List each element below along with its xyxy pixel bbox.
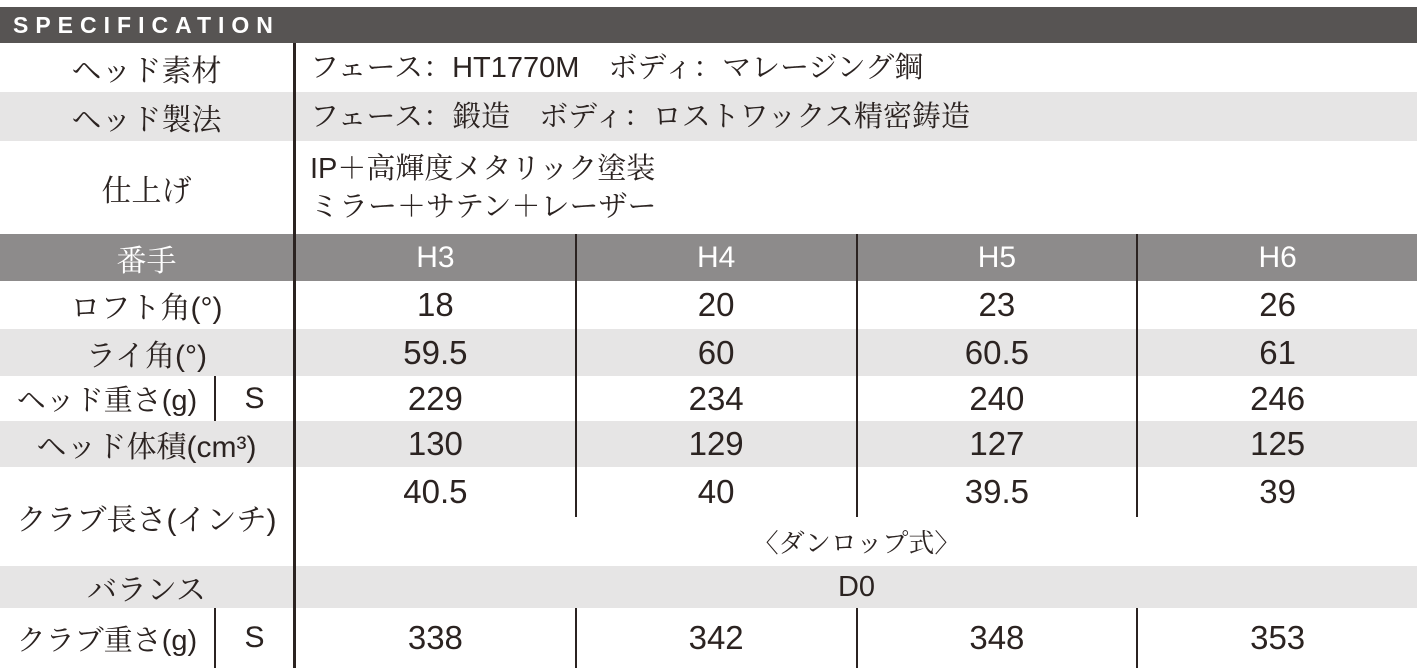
table-row-loft-angle (0, 281, 1417, 329)
lie-h4: 60 (575, 329, 856, 376)
table-row-lie-angle (0, 329, 1417, 376)
specification-title-bar (0, 7, 1417, 43)
finish-value-line1: IP＋高輝度メタリック塗装 (310, 152, 656, 185)
table-row-club-length (0, 467, 1417, 566)
column-header-h4: H4 (575, 234, 856, 281)
head-volume-h6: 125 (1136, 421, 1417, 467)
club-length-h5: 39.5 (856, 467, 1137, 517)
row-value (296, 92, 1417, 141)
specification-title: SPECIFICATION (13, 11, 280, 38)
balance-value: D0 (837, 570, 876, 603)
row-label: ヘッド製法 (0, 92, 296, 141)
loft-h3: 18 (417, 286, 454, 323)
row-value (296, 141, 1417, 234)
head-material-value: フェース：HT1770M ボディ：マレージング鋼 (310, 51, 924, 84)
loft-h5: 23 (856, 281, 1137, 329)
row-label: クラブ長さ(インチ) (0, 467, 296, 566)
spec-row-head-method (0, 92, 1417, 141)
club-weight-h4: 342 (575, 608, 856, 668)
row-label: クラブ重さ(g) (16, 624, 198, 657)
loft-h4: 20 (575, 281, 856, 329)
head-weight-h5: 240 (856, 376, 1137, 421)
column-header-h6: H6 (1136, 234, 1417, 281)
row-label: ヘッド重さ(g) (16, 385, 198, 417)
row-label: ヘッド素材 (0, 43, 296, 92)
row-label: 仕上げ (0, 141, 296, 234)
column-header-label: 番手 (0, 234, 296, 281)
column-header-h3: H3 (416, 240, 455, 274)
finish-value-line2: ミラー＋サテン＋レーザー (310, 190, 657, 223)
club-length-numbers (296, 467, 1417, 517)
table-row-head-volume (0, 421, 1417, 467)
spec-row-head-material (0, 43, 1417, 92)
table-row-balance (0, 566, 1417, 608)
table-row-club-weight (0, 608, 1417, 670)
lie-h3: 59.5 (403, 333, 468, 371)
table-row-head-weight (0, 376, 1417, 421)
club-length-h6: 39 (1136, 467, 1417, 517)
head-volume-h5: 127 (856, 421, 1137, 467)
head-method-value: フェース：鍛造 ボディ：ロストワックス精密鋳造 (310, 100, 971, 133)
shaft-flex-sublabel: S (214, 376, 296, 421)
column-header-h5: H5 (856, 234, 1137, 281)
club-weight-h3: 338 (407, 619, 463, 656)
club-weight-h5: 348 (856, 608, 1137, 668)
row-label: ライ角(°) (0, 329, 296, 376)
head-weight-h6: 246 (1136, 376, 1417, 421)
club-length-values (296, 467, 1417, 566)
head-weight-h4: 234 (575, 376, 856, 421)
row-label: バランス (0, 566, 296, 608)
club-weight-h6: 353 (1136, 608, 1417, 668)
table-header-row (0, 234, 1417, 281)
spec-row-finish (0, 141, 1417, 234)
club-length-h3: 40.5 (403, 473, 468, 510)
head-weight-h3: 229 (407, 379, 463, 417)
row-value (296, 43, 1417, 92)
head-volume-h4: 129 (575, 421, 856, 467)
loft-h6: 26 (1136, 281, 1417, 329)
lie-h6: 61 (1136, 329, 1417, 376)
row-label: ヘッド体積(cm³) (0, 421, 296, 467)
head-volume-h3: 130 (407, 425, 463, 462)
club-length-measure-note: 〈ダンロップ式〉 (752, 528, 961, 558)
lie-h5: 60.5 (856, 329, 1137, 376)
shaft-flex-sublabel: S (214, 608, 296, 668)
row-label: ロフト角(°) (0, 281, 296, 329)
club-length-h4: 40 (575, 467, 856, 517)
